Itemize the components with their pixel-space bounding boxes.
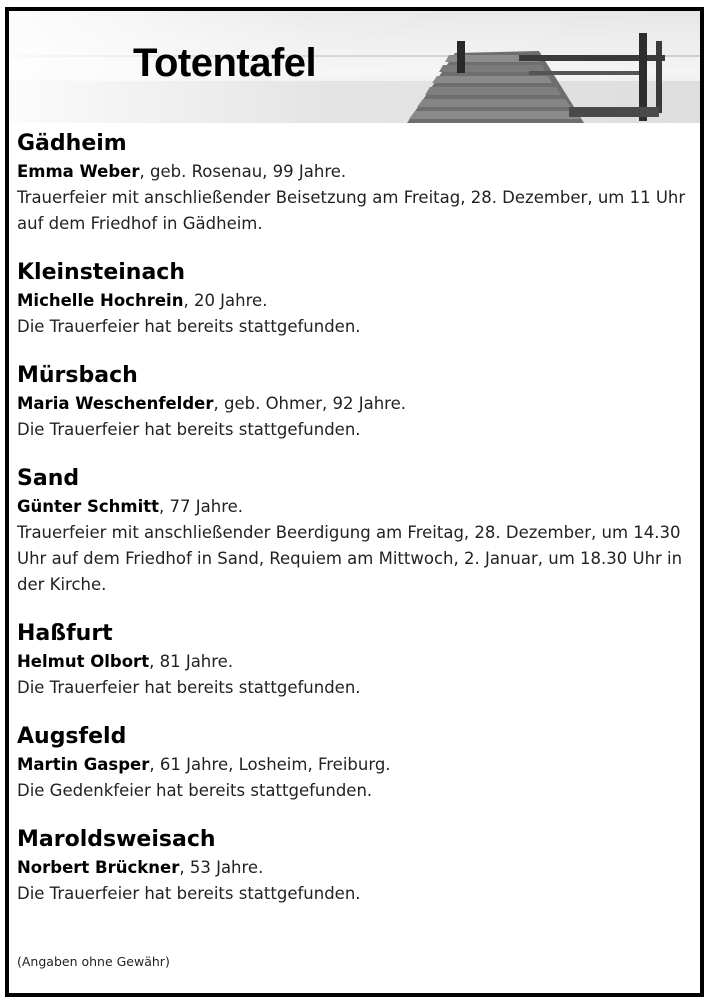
place-heading: Sand	[17, 466, 80, 491]
list-item	[17, 361, 692, 443]
list-item	[17, 464, 692, 598]
ceremony-text: Trauerfeier mit anschließender Beerdigung am Freitag, 28. Dezember, um 14.30 Uhr auf dem Friedhof in Sand, Requiem am Mittwoch, 2. Januar, um 18.30 Uhr in der Kirche.	[17, 523, 683, 594]
place-heading: Haßfurt	[17, 621, 113, 646]
person-line	[17, 288, 692, 314]
person-details: , 61 Jahre, Losheim, Freiburg.	[149, 755, 391, 774]
obituary-notice	[5, 7, 704, 997]
person-details: , 77 Jahre.	[159, 497, 244, 516]
ceremony-text: Die Trauerfeier hat bereits stattgefunden.	[17, 678, 361, 697]
person-line	[17, 391, 692, 417]
place-heading: Gädheim	[17, 131, 127, 156]
list-item	[17, 722, 692, 804]
person-name: Günter Schmitt	[17, 497, 160, 516]
person-details: , geb. Rosenau, 99 Jahre.	[139, 162, 347, 181]
person-line	[17, 752, 692, 778]
list-item	[17, 825, 692, 907]
ceremony-text: Die Trauerfeier hat bereits stattgefunden.	[17, 420, 361, 439]
obituary-list	[17, 129, 692, 928]
page-title: Totentafel	[133, 41, 317, 85]
place-heading: Mürsbach	[17, 363, 138, 388]
person-details: , 53 Jahre.	[179, 858, 264, 877]
person-name: Norbert Brückner	[17, 858, 180, 877]
person-line	[17, 855, 692, 881]
list-item	[17, 619, 692, 701]
person-name: Helmut Olbort	[17, 652, 150, 671]
place-heading: Maroldsweisach	[17, 827, 216, 852]
list-item	[17, 129, 692, 237]
person-name: Maria Weschenfelder	[17, 394, 214, 413]
disclaimer-note: (Angaben ohne Gewähr)	[17, 954, 170, 969]
ceremony-text: Die Trauerfeier hat bereits stattgefunden.	[17, 317, 361, 336]
person-details: , geb. Ohmer, 92 Jahre.	[213, 394, 406, 413]
person-line	[17, 159, 692, 185]
person-name: Martin Gasper	[17, 755, 150, 774]
person-details: , 81 Jahre.	[149, 652, 234, 671]
person-name: Michelle Hochrein	[17, 291, 184, 310]
ceremony-text: Trauerfeier mit anschließender Beisetzung am Freitag, 28. Dezember, um 11 Uhr auf dem Friedhof in Gädheim.	[17, 188, 686, 233]
jetty-lake-image	[9, 11, 700, 123]
person-line	[17, 649, 692, 675]
place-heading: Kleinsteinach	[17, 260, 185, 285]
ceremony-text: Die Trauerfeier hat bereits stattgefunden.	[17, 884, 361, 903]
person-name: Emma Weber	[17, 162, 140, 181]
header-banner	[9, 11, 700, 123]
list-item	[17, 258, 692, 340]
ceremony-text: Die Gedenkfeier hat bereits stattgefunden.	[17, 781, 373, 800]
person-details: , 20 Jahre.	[183, 291, 268, 310]
person-line	[17, 494, 692, 520]
place-heading: Augsfeld	[17, 724, 127, 749]
